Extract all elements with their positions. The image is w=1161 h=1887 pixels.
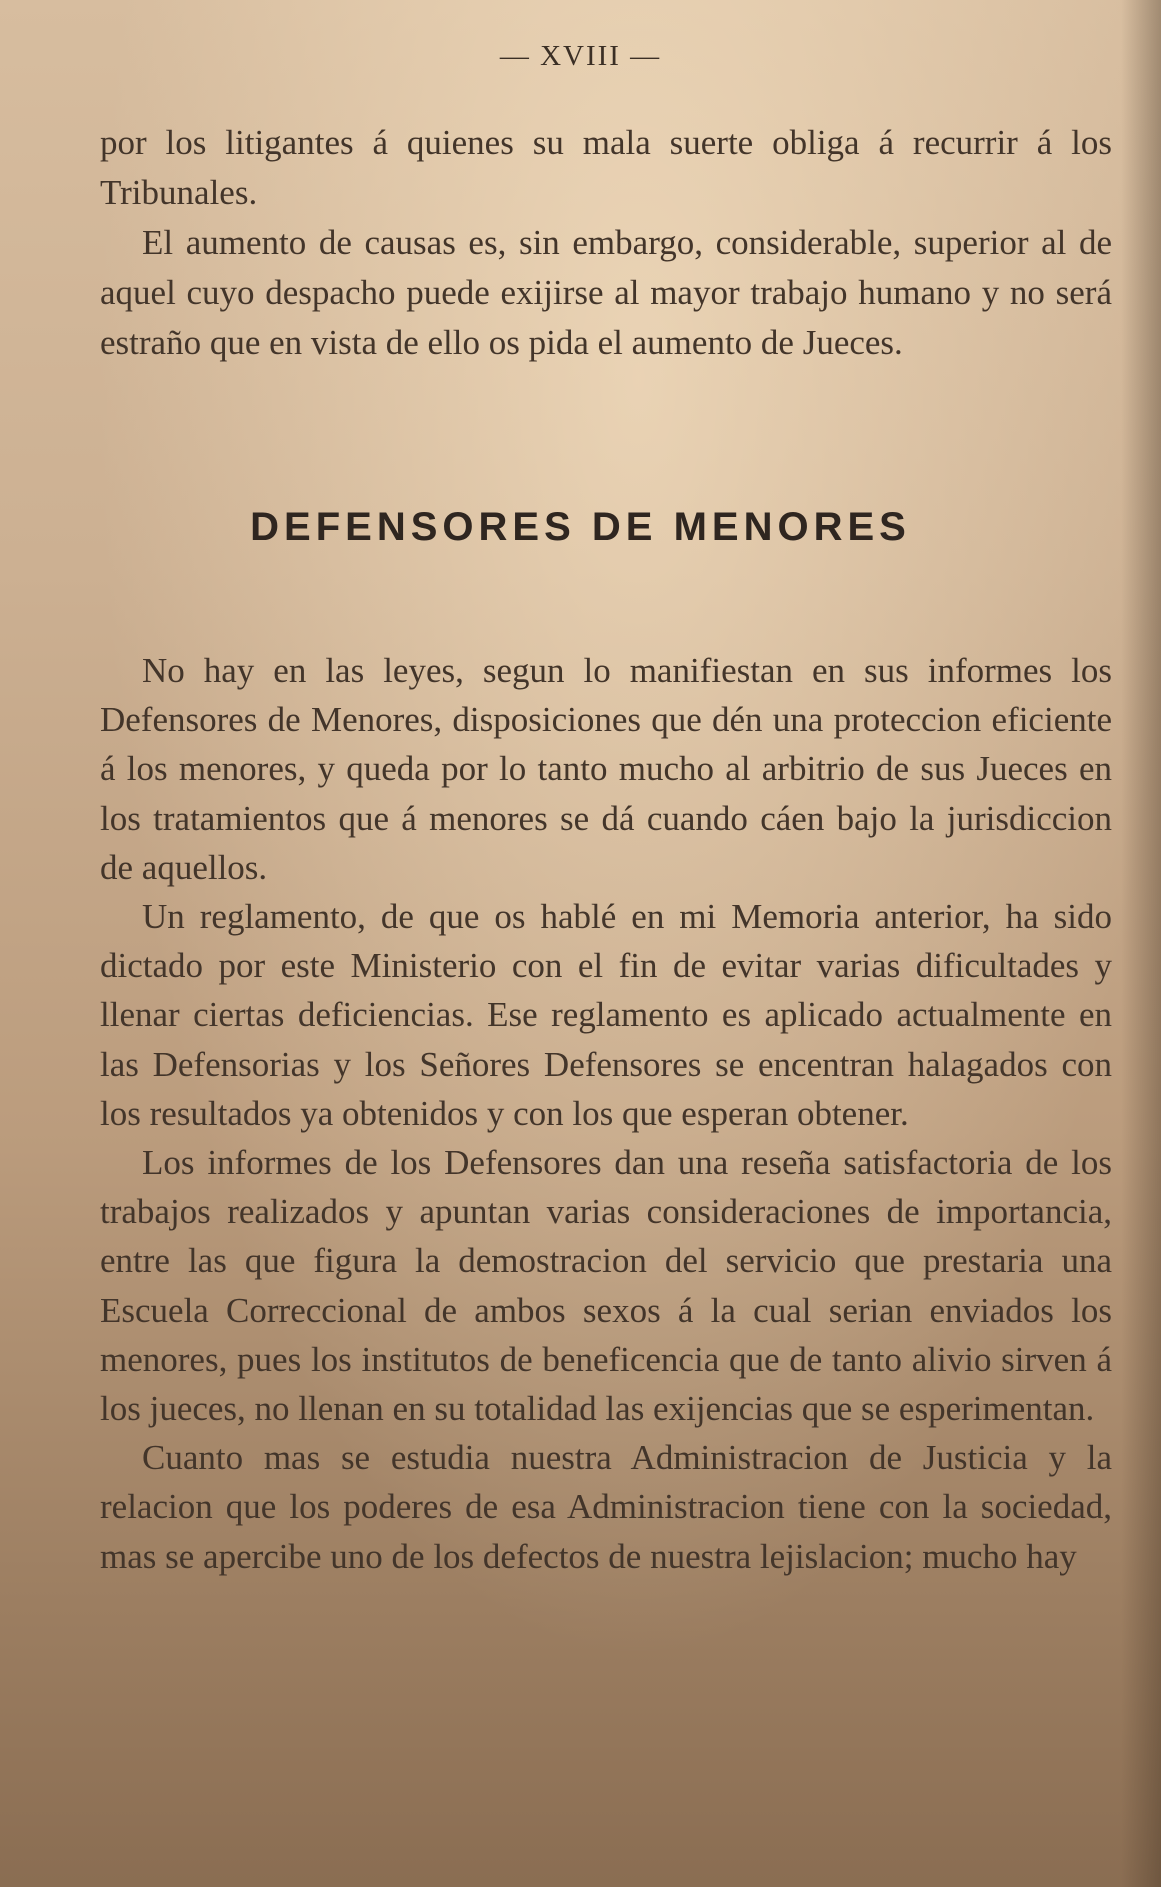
section-heading: DEFENSORES DE MENORES [250, 505, 911, 549]
paragraph-administration: Cuanto mas se estudia nuestra Administracion de Justicia y la relacion que los poderes de esa Administracion tiene con la sociedad, mas se apercibe uno de los defectos de nuestra lejislacion; mucho hay [100, 1438, 1112, 1576]
paragraph-continuation: por los litigantes á quienes su mala suerte obliga á recurrir á los Tribunales. [100, 123, 1112, 212]
paragraph-regulation: Un reglamento, de que os hablé en mi Memoria anterior, ha sido dictado por este Ministerio con el fin de evitar varias dificultades y llenar ciertas deficiencias. Ese reglamento es aplicado actualmente en las Defensorias y los Señores Defensores se encentran halagados con los resultados ya obtenidos y con los que esperan obtener. [100, 897, 1112, 1133]
intro-text-block [100, 118, 1112, 368]
page-number-header: — XVIII — [499, 40, 662, 72]
paragraph-case-increase: El aumento de causas es, sin embargo, considerable, superior al de aquel cuyo despacho puede exijirse al mayor trabajo humano y no será estraño que en vista de ello os pida el aumento de Jueces. [100, 223, 1112, 362]
paragraph-reports: Los informes de los Defensores dan una reseña satisfactoria de los trabajos realizados y apuntan varias consideraciones de importancia, entre las que figura la demostracion del servicio que prestaria una Escuela Correccional de ambos sexos á la cual serian enviados los menores, pues los institutos de beneficencia que de tanto alivio sirven á los jueces, no llenan en su totalidad las exijencias que se esperimentan. [100, 1143, 1112, 1429]
section-text-block [100, 646, 1112, 1581]
paragraph-laws: No hay en las leyes, segun lo manifiestan en sus informes los Defensores de Menores, disposiciones que dén una proteccion eficiente á los menores, y queda por lo tanto mucho al arbitrio de sus Jueces en los tratamientos que á menores se dá cuando cáen bajo la jurisdiccion de aquellos. [100, 651, 1112, 887]
